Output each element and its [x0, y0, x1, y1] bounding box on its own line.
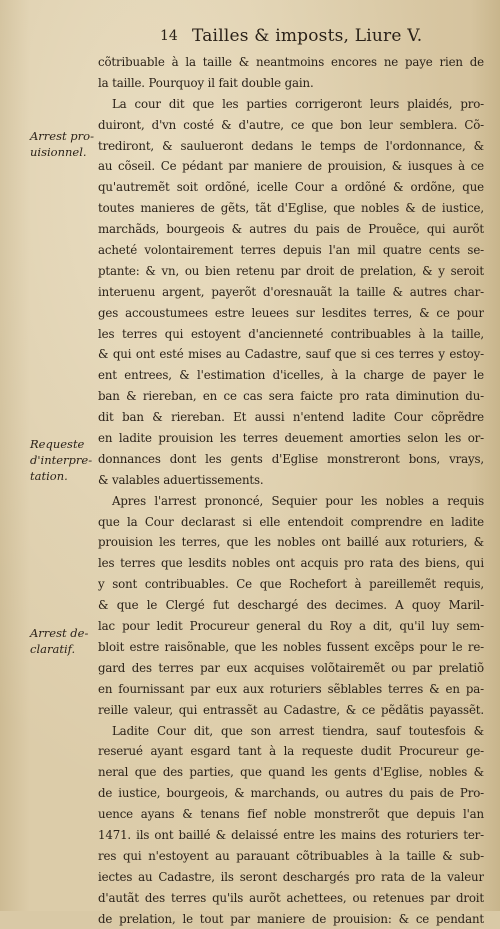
page-number: 14 — [160, 28, 178, 44]
text-line: trediront, & saulueront dedans le temps de l'ordonnance, & — [98, 136, 484, 157]
text-line: ent entrees, & l'estimation d'icelles, à la charge de payer le — [98, 365, 484, 386]
text-line: reserué ayant esgard tant à la requeste dudit Procureur ge- — [98, 741, 484, 762]
margin-note-line: Arrest de- — [30, 625, 100, 641]
text-line: res qui n'estoyent au parauant cõtribuables à la taille & sub- — [98, 846, 484, 867]
text-line: de prelation, le tout par maniere de prouision: & ce pendant — [98, 909, 484, 929]
text-line: uence ayans & tenans fief noble monstrerõt que depuis l'an — [98, 804, 484, 825]
text-line: que la Cour declarast si elle entendoit comprendre en ladite — [98, 512, 484, 533]
text-line: donnances dont les gents d'Eglise monstreront bons, vrays, — [98, 449, 484, 470]
margin-note-line: Arrest pro- — [30, 128, 100, 144]
text-line: au cõseil. Ce pédant par maniere de prouision, & iusques à ce — [98, 156, 484, 177]
running-title: Tailles & imposts, Liure V. — [192, 26, 422, 46]
bottom-margin — [0, 871, 500, 911]
text-line: la taille. Pourquoy il fait double gain. — [98, 73, 484, 94]
text-line: ban & riereban, en ce cas sera faicte pro rata diminution du- — [98, 386, 484, 407]
body-text — [98, 52, 484, 929]
text-line: Apres l'arrest prononcé, Sequier pour les nobles a requis — [98, 491, 484, 512]
text-line: qu'autremẽt soit ordõné, icelle Cour a ordõné & ordõne, que — [98, 177, 484, 198]
margin-note-line: claratif. — [30, 641, 100, 657]
text-line: ptante: & vn, ou bien retenu par droit de prelation, & y seroit — [98, 261, 484, 282]
text-line: en ladite prouision les terres deuement amorties selon les or- — [98, 428, 484, 449]
margin-note-line: uisionnel. — [30, 144, 100, 160]
text-line: y sont contribuables. Ce que Rochefort à pareillemẽt requis, — [98, 574, 484, 595]
text-line: les terres que lesdits nobles ont acquis pro rata des biens, qui — [98, 553, 484, 574]
text-line: 1471. ils ont baillé & delaissé entre les mains des roturiers ter- — [98, 825, 484, 846]
text-line: en fournissant par eux aux roturiers sẽblables terres & en pa- — [98, 679, 484, 700]
text-line: acheté volontairement terres depuis l'an mil quatre cents se- — [98, 240, 484, 261]
margin-note-requeste-interpretation — [30, 436, 100, 484]
text-line: cõtribuable à la taille & neantmoins encores ne paye rien de — [98, 52, 484, 73]
text-line: & qui ont esté mises au Cadastre, sauf que si ces terres y estoy- — [98, 344, 484, 365]
text-line: ges accoustumees estre leuees sur lesdites terres, & ce pour — [98, 303, 484, 324]
text-line: prouision les terres, que les nobles ont baillé aux roturiers, & — [98, 532, 484, 553]
text-line: marchãds, bourgeois & autres du pais de Prouẽce, qui aurõt — [98, 219, 484, 240]
text-line: interuenu argent, payerõt d'oresnauãt la taille & autres char- — [98, 282, 484, 303]
running-head — [0, 28, 500, 52]
margin-note-line: tation. — [30, 468, 100, 484]
text-line: & valables aduertissements. — [98, 470, 484, 491]
text-line: reille valeur, qui entrassẽt au Cadastre, & ce pẽdãtis payassẽt. — [98, 700, 484, 721]
text-line: de iustice, bourgeois, & marchands, ou autres du pais de Pro- — [98, 783, 484, 804]
paragraph — [98, 94, 484, 491]
text-line: les terres qui estoyent d'ancienneté contribuables à la taille, — [98, 324, 484, 345]
margin-note-arrest-declaratif — [30, 625, 100, 657]
text-line: gard des terres par eux acquises volõtairemẽt ou par prelatiõ — [98, 658, 484, 679]
text-line: dit ban & riereban. Et aussi n'entend ladite Cour cõprẽdre — [98, 407, 484, 428]
text-line: neral que des parties, que quand les gents d'Eglise, nobles & — [98, 762, 484, 783]
text-line: Ladite Cour dit, que son arrest tiendra, sauf toutesfois & — [98, 721, 484, 742]
margin-note-arrest-provisionnel — [30, 128, 100, 160]
margin-note-line: Requeste — [30, 436, 100, 452]
paragraph — [98, 52, 484, 94]
paragraph — [98, 491, 484, 721]
text-line: La cour dit que les parties corrigeront leurs plaidés, pro- — [98, 94, 484, 115]
text-line: bloit estre raisõnable, que les nobles fussent excẽps pour le re- — [98, 637, 484, 658]
text-line: & que le Clergé fut deschargé des decimes. A quoy Maril- — [98, 595, 484, 616]
margin-note-line: d'interpre- — [30, 452, 100, 468]
text-line: d'autãt des terres qu'ils aurõt achettees, ou retenues par droit — [98, 888, 484, 909]
text-line: lac pour ledit Procureur general du Roy a dit, qu'il luy sem- — [98, 616, 484, 637]
text-line: iectes au Cadastre, ils seront deschargés pro rata de la valeur — [98, 867, 484, 888]
text-line: toutes manieres de gẽts, tãt d'Eglise, que nobles & de iustice, — [98, 198, 484, 219]
text-line: duiront, d'vn costé & d'autre, ce que bon leur semblera. Cõ- — [98, 115, 484, 136]
